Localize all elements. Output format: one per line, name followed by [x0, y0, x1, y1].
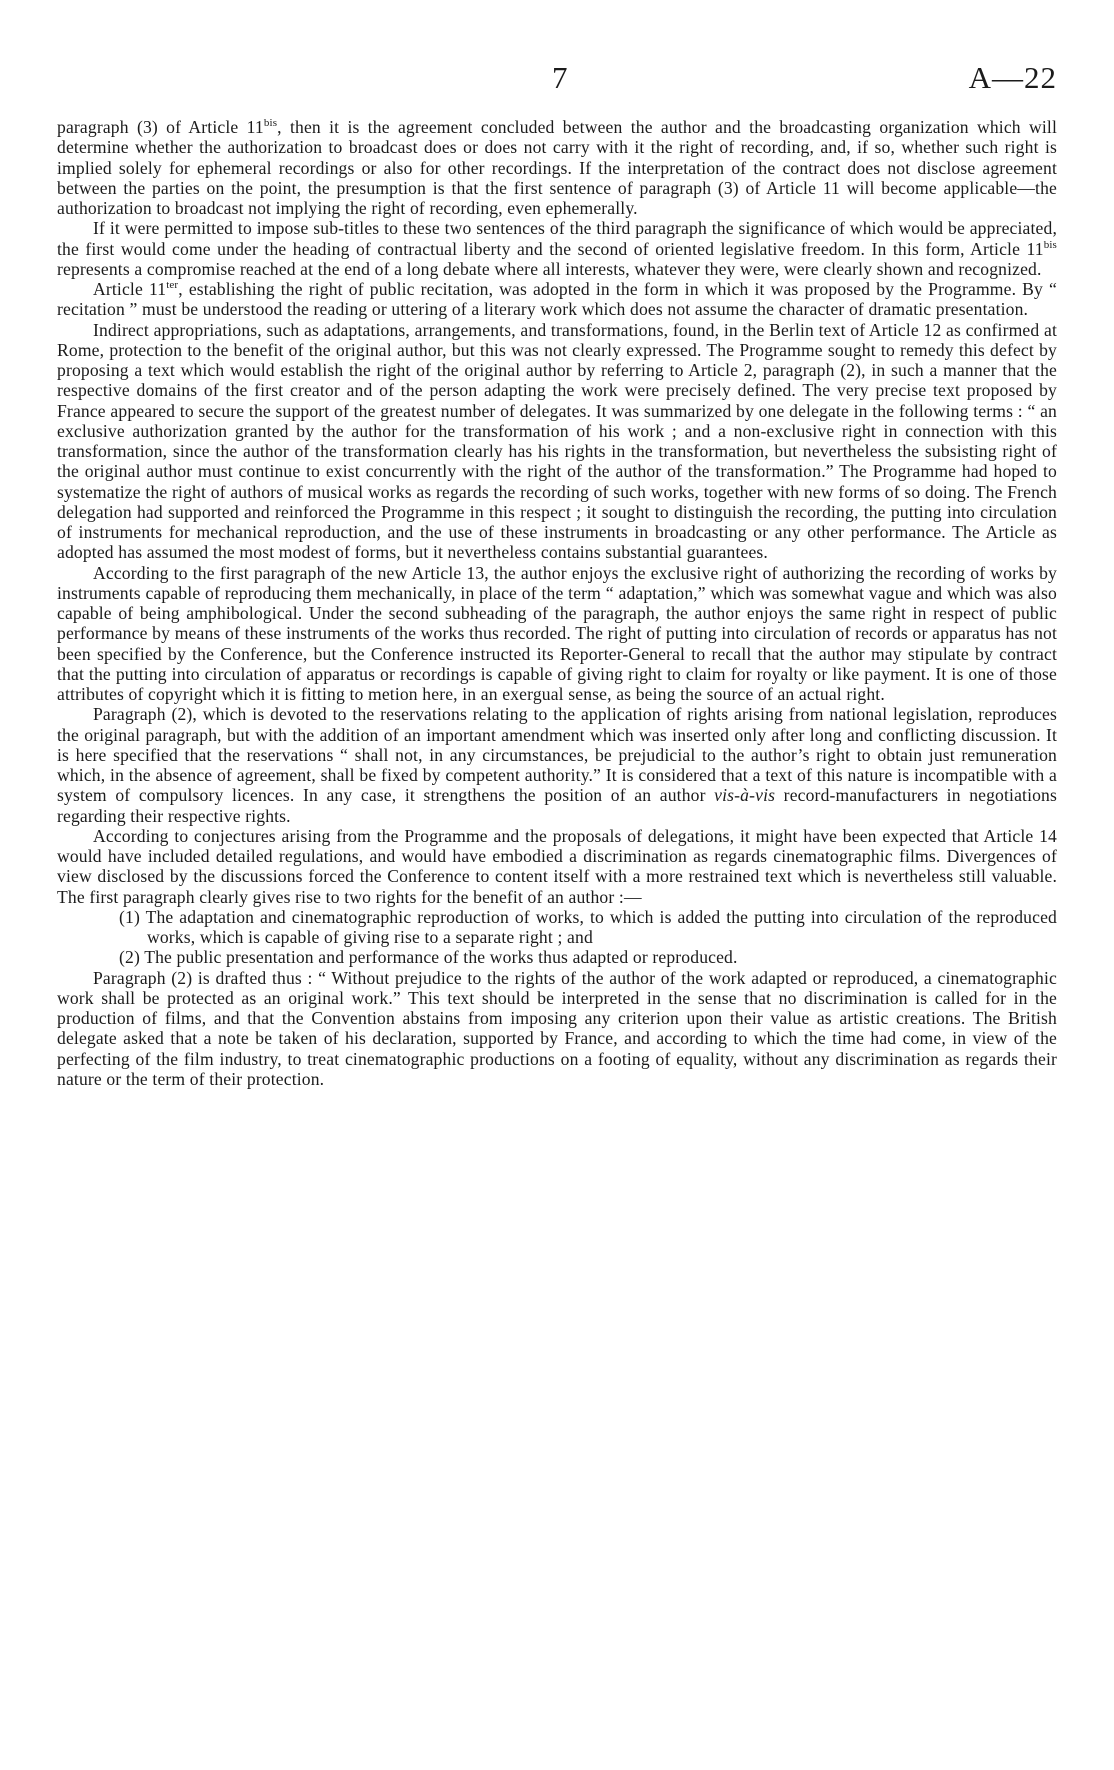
text-run: record-manufacturers in negotiations regarding their respective rights. — [57, 785, 1057, 826]
document-reference: A—22 — [968, 60, 1057, 95]
page-header — [0, 60, 1114, 100]
text-run: (1) The adaptation and cinematographic reproduction of works, to which is added the putting into circulation of the reproduced works, which is capable of giving rise to a separate right ; and — [119, 906, 1057, 947]
italic-text: vis-à-vis — [714, 785, 776, 806]
page-number: 7 — [552, 60, 568, 95]
list-item — [57, 907, 1057, 948]
text-run: Paragraph (2) is drafted thus : “ Without prejudice to the rights of the author of the work adapted or reproduced, a cinematographic work shall be protected as an original work.” This text should be interpreted in the sense that no discrimination is called for in the production of films, and that the Convention abstains from imposing any criterion upon their value as artistic creations. The British delegate asked that a note be taken of his declaration, supported by France, and according to which the time had come, in view of the perfecting of the film industry, to treat cinematographic productions on a footing of equality, without any discrimination as regards their nature or the term of their protection. — [57, 967, 1057, 1089]
text-run: If it were permitted to impose sub-titles to these two sentences of the third paragraph the significance of which would be appreciated, the first would come under the heading of contractual liberty and the second of oriented legislative freedom. In this form, Article 11 — [57, 218, 1057, 259]
paragraph — [57, 218, 1057, 279]
text-run: , establishing the right of public recitation, was adopted in the form in which it was proposed by the Programme. By “ recitation ” must be understood the reading or uttering of a literary work which does not assume the character of dramatic presentation. — [57, 279, 1057, 320]
text-run: Indirect appropriations, such as adaptations, arrangements, and transformations, found, in the Berlin text of Article 12 as confirmed at Rome, protection to the benefit of the original author, but this was not clearly expressed. The Programme sought to remedy this defect by proposing a text which would establish the right of the original author by referring to Article 2, paragraph (2), in such a manner that the respective domains of the first creator and of the person adapting the work were precisely defined. The very precise text proposed by France appeared to secure the support of the greatest number of delegates. It was summarized by one delegate in the following terms : “ an exclusive authorization granted by the author for the transformation of his work ; and a non-exclusive right in connection with this transformation, since the author of the transformation clearly has his rights in the transformation, but nevertheless the subsisting right of the original author must continue to exist concurrently with the right of the author of the transformation.” The Programme had hoped to systematize the right of authors of musical works as regards the recording of such works, together with new forms of so doing. The French delegation had supported and reinforced the Programme in this respect ; it sought to distinguish the recording, the putting into circulation of instruments for mechanical reproduction, and the use of these instruments in broadcasting or any other performance. The Article as adopted has assumed the most modest of forms, but it nevertheless contains substantial guarantees. — [57, 319, 1057, 563]
paragraph — [57, 117, 1057, 218]
paragraph — [57, 826, 1057, 907]
superscript: bis — [263, 117, 278, 130]
paragraph — [57, 320, 1057, 563]
body-text — [57, 117, 1057, 1089]
text-run: Article 11 — [93, 279, 167, 299]
text-run: Paragraph (2), which is devoted to the reservations relating to the application of rights arising from national legislation, reproduces the original paragraph, but with the addition of an important amendment which was inserted only after long and conflicting discussion. It is here specified that the reservations “ shall not, in any circumstances, be prejudicial to the author’s right to obtain just remuneration which, in the absence of agreement, shall be fixed by competent authority.” It is considered that a text of this nature is incompatible with a system of compulsory licences. In any case, it strengthens the position of an author — [57, 704, 1057, 806]
superscript: bis — [1043, 238, 1057, 251]
text-run: paragraph (3) of Article 11 — [57, 117, 264, 137]
paragraph — [57, 704, 1057, 826]
paragraph — [57, 279, 1057, 320]
text-run: , then it is the agreement concluded between the author and the broadcasting organization which will determine whether the authorization to broadcast does or does not carry with it the right of recording, and, if so, whether such right is implied solely for ephemeral recordings or also for other recordings. If the interpretation of the contract does not disclose agreement between the parties on the point, the presumption is that the first sentence of paragraph (3) of Article 11 will become applicable—the authorization to broadcast not implying the right of recording, even ephemerally. — [57, 117, 1057, 218]
text-run: According to conjectures arising from the Programme and the proposals of delegations, it might have been expected that Article 14 would have included detailed regulations, and would have embodied a discrimination as regards cinematographic films. Divergences of view disclosed by the discussions forced the Conference to content itself with a more restrained text which is nevertheless still valuable. The first paragraph clearly gives rise to two rights for the benefit of an author :— — [57, 825, 1057, 907]
text-run: represents a compromise reached at the end of a long debate where all interests, whatever they were, were clearly shown and recognized. — [57, 258, 1042, 279]
paragraph — [57, 563, 1057, 705]
text-run: According to the first paragraph of the new Article 13, the author enjoys the exclusive right of authorizing the recording of works by instruments capable of reproducing them mechanically, in place of the term “ adaptation,” which was somewhat vague and which was also capable of being amphibological. Under the second subheading of the paragraph, the author enjoys the same right in respect of public performance by means of these instruments of the works thus recorded. The right of putting into circulation of records or apparatus has not been specified by the Conference, but the Conference instructed its Reporter-General to recall that the author may stipulate by contract that the putting into circulation of apparatus or recordings is capable of giving right to claim for royalty or like payment. It is one of those attributes of copyright which it is fitting to metion here, in an exergual sense, as being the source of an actual right. — [57, 562, 1057, 704]
superscript: ter — [166, 279, 179, 292]
list-item — [57, 947, 1057, 967]
paragraph — [57, 968, 1057, 1090]
text-run: (2) The public presentation and performance of the works thus adapted or reproduced. — [119, 947, 738, 968]
